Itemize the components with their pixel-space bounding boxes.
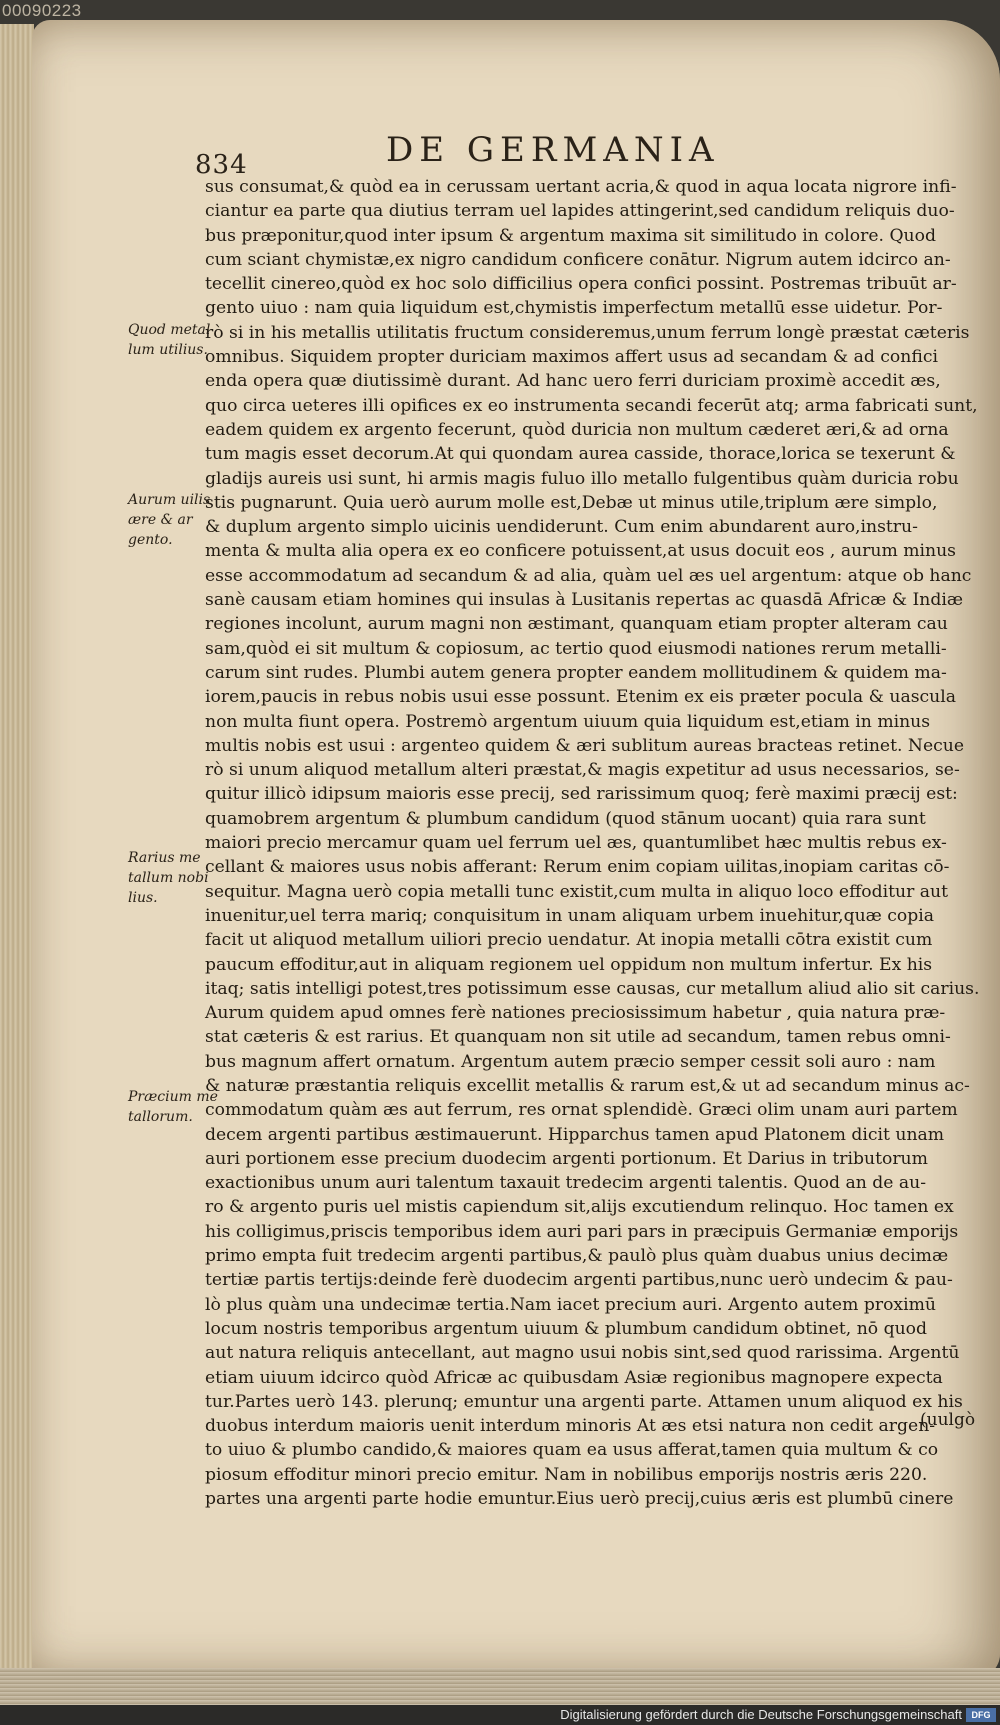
text-line: sequitur. Magna uerò copia metalli tunc existit,cum multa in aliquo loco effoditur aut — [205, 881, 949, 902]
text-line: stis pugnarunt. Quia uerò aurum molle est,Debæ ut minus utile,triplum ære simplo, — [205, 492, 938, 513]
funding-notice: Digitalisierung gefördert durch die Deutsche Forschungsgemeinschaft — [560, 1707, 962, 1722]
text-line: quo circa ueteres illi opifices ex eo instrumenta secandi fecerūt atq; arma fabricati sunt, — [205, 395, 978, 416]
book-page-edges — [0, 24, 34, 1670]
text-line: sanè causam etiam homines qui insulas à Lusitanis repertas ac quasdā Africæ & Indiæ — [205, 590, 964, 611]
text-line: facit ut aliquod metallum uiliori precio uendatur. At inopia metalli cōtra existit cum — [205, 930, 933, 951]
text-line: non multa fiunt opera. Postremò argentum uiuum quia liquidum est,etiam in minus — [205, 711, 931, 732]
text-line: esse accommodatum ad secandum & ad alia, quàm uel æs uel argentum: atque ob hanc — [205, 565, 972, 586]
body-text — [205, 175, 980, 1511]
text-line: menta & multa alia opera ex eo conficere potuissent,at usus docuit eos , aurum minus — [205, 541, 956, 562]
text-line: gento uiuo : nam quia liquidum est,chymistis imperfectum metallū esse uidetur. Por- — [205, 298, 943, 319]
text-line: omnibus. Siquidem propter duriciam maximos affert usus ad secandam & ad confici — [205, 347, 938, 368]
text-line: duobus interdum maioris uenit interdum minoris At æs etsi natura non cedit argen- — [205, 1416, 936, 1437]
marginal-note: Quod metal lum utilius. — [128, 322, 211, 358]
text-line: locum nostris temporibus argentum uiuum & plumbum candidum obtinet, nō quod — [205, 1318, 928, 1339]
text-line: bus magnum affert ornatum. Argentum autem præcio semper cessit soli auro : nam — [205, 1051, 936, 1072]
text-line: maiori precio mercamur quam uel ferrum uel æs, quantumlibet hæc multis rebus ex- — [205, 833, 947, 854]
text-line: tecellit cinereo,quòd ex hoc solo difficilius opera confici possint. Postremas tribuūt ar- — [205, 274, 957, 295]
text-line: & naturæ præstantia reliquis excellit metallis & rarum est,& ut ad secandum minus ac- — [205, 1075, 970, 1096]
text-line: cum sciant chymistæ,ex nigro candidum conficere conātur. Nigrum autem idcirco an- — [205, 249, 951, 270]
scan-identifier: 00090223 — [2, 1, 82, 20]
text-line: rò si unum aliquod metallum alteri præstat,& magis expetitur ad usus necessarios, se- — [205, 760, 960, 781]
text-line: stat cæteris & est rarius. Et quanquam non sit utile ad secandum, tamen rebus omni- — [205, 1027, 951, 1048]
text-line: quamobrem argentum & plumbum candidum (quod stānum uocant) quia rara sunt — [205, 808, 926, 829]
text-line: tur.Partes uerò 143. plerunq; emuntur una argenti parte. Attamen unum aliquod ex his — [205, 1391, 963, 1412]
text-line: quitur illicò idipsum maioris esse precij, sed rarissimum quoq; ferè maximi præcij est: — [205, 784, 958, 805]
text-line: tertiæ partis tertijs:deinde ferè duodecim argenti partibus,nunc uerò undecim & pau- — [205, 1270, 953, 1291]
text-line: enda opera quæ diutissimè durant. Ad hanc uero ferri duriciam proximè accedit æs, — [205, 371, 941, 392]
text-line: ro & argento puris uel mistis capiendum sit,alijs excutiendum relinquo. Hoc tamen ex — [205, 1197, 954, 1218]
text-line: auri portionem esse precium duodecim argenti portionum. Et Darius in tributorum — [205, 1148, 928, 1169]
text-line: exactionibus unum auri talentum taxauit tredecim argenti talentis. Quod an de au- — [205, 1173, 927, 1194]
text-line: cellant & maiores usus nobis afferant: Rerum enim copiam uilitas,inopiam caritas cō- — [205, 857, 950, 878]
text-line: Aurum quidem apud omnes ferè nationes preciosissimum habetur , quia natura præ- — [205, 1003, 946, 1024]
text-line: itaq; satis intelligi potest,tres potissimum esse causas, cur metallum aliud alio sit carius. — [205, 978, 980, 999]
text-line: regiones incolunt, aurum magni non æstimant, quanquam etiam propter alteram cau — [205, 614, 948, 635]
text-line: sam,quòd ei sit multum & copiosum, ac tertio quod eiusmodi nationes rerum metalli- — [205, 638, 947, 659]
text-line: paucum effoditur,aut in aliquam regionem uel oppidum non multum infertur. Ex his — [205, 954, 933, 975]
text-line: aut natura reliquis antecellant, aut magno usui nobis sint,sed quod rarissima. Argentū — [205, 1343, 960, 1364]
text-line: lò plus quàm una undecimæ tertia.Nam iacet precium auri. Argento autem proximū — [205, 1294, 936, 1315]
text-line: commodatum quàm æs aut ferrum, res ornat splendidè. Græci olim unam auri partem — [205, 1100, 958, 1121]
text-line: eadem quidem ex argento fecerunt, quòd duricia non multum cæderet æri,& ad orna — [205, 419, 949, 440]
text-line: primo empta fuit tredecim argenti partibus,& paulò plus quàm duabus unius decimæ — [205, 1246, 949, 1267]
book-bottom-edge — [0, 1668, 1000, 1705]
text-line: inuenitur,uel terra mariq; conquisitum in unam aliquam urbem inuehitur,quæ copia — [205, 905, 935, 926]
text-line: partes una argenti parte hodie emuntur.Eius uerò precij,cuius æris est plumbū cinere — [205, 1489, 954, 1510]
text-line: ciantur ea parte qua diutius terram uel lapides attingerint,sed candidum reliquis duo- — [205, 201, 955, 222]
text-line: iorem,paucis in rebus nobis usui esse possunt. Etenim ex eis præter pocula & uascula — [205, 687, 956, 708]
running-head: DE GERMANIA — [386, 130, 720, 170]
text-line: rò si in his metallis utilitatis fructum consideremus,unum ferrum longè præstat cæteris — [205, 322, 970, 343]
page-number: 834 — [195, 150, 248, 180]
text-line: etiam uiuum idcirco quòd Africæ ac quibusdam Asiæ regionibus magnopere expecta — [205, 1367, 943, 1388]
text-line: tum magis esset decorum.At qui quondam aurea casside, thorace,lorica se texerunt & — [205, 444, 956, 465]
text-line: piosum effoditur minori precio emitur. Nam in nobilibus emporijs nostris æris 220. — [205, 1464, 928, 1485]
catchword: (uulgò — [920, 1410, 976, 1430]
text-line: & duplum argento simplo uicinis uendiderunt. Cum enim abundarent auro,instru- — [205, 517, 918, 538]
text-line: decem argenti partibus æstimauerunt. Hipparchus tamen apud Platonem dicit unam — [205, 1124, 945, 1145]
text-line: multis nobis est usui : argenteo quidem & æri sublitum aureas bracteas retinet. Necue — [205, 735, 964, 756]
text-line: gladijs aureis usi sunt, hi armis magis fuluo illo metallo fulgentibus quàm duricia robu — [205, 468, 959, 489]
text-line: to uiuo & plumbo candido,& maiores quam ea usus afferat,tamen quia multum & co — [205, 1440, 939, 1461]
dfg-logo: DFG — [966, 1708, 996, 1722]
marginal-note: Aurum uilis ære & ar gento. — [128, 492, 211, 548]
marginal-note: Rarius me tallum nobi lius. — [128, 850, 209, 906]
text-line: sus consumat,& quòd ea in cerussam uertant acria,& quod in aqua locata nigrore infi- — [205, 177, 957, 197]
text-line: bus præponitur,quod inter ipsum & argentum maxima sit similitudo in colore. Quod — [205, 225, 936, 246]
marginal-note: Præcium me tallorum. — [128, 1089, 218, 1125]
footer-bar — [0, 1705, 1000, 1725]
text-line: carum sint rudes. Plumbi autem genera propter eandem mollitudinem & quidem ma- — [205, 662, 947, 683]
text-line: his colligimus,priscis temporibus idem auri pari pars in præcipuis Germaniæ emporijs — [205, 1221, 959, 1242]
